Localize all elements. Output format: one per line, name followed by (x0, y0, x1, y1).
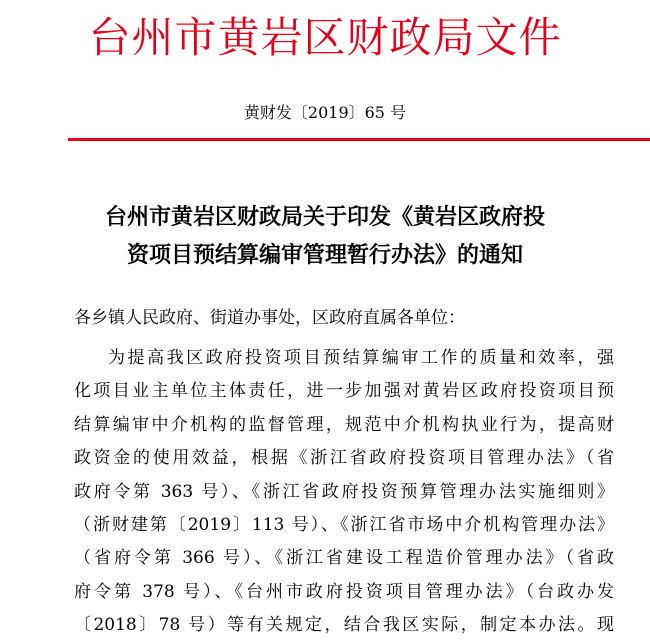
body-line: 府令第 378 号）、《台州市政府投资项目管理办法》（台政办发 (74, 581, 614, 602)
body-paragraph (74, 342, 614, 643)
document-number: 黄财发〔2019〕65 号 (243, 103, 407, 122)
body-line: 结算编审中介机构的监督管理，规范中介机构执业行为，提高财 (74, 414, 614, 435)
document-title (40, 199, 610, 275)
title-line: 资项目预结算编审管理暂行办法》的通知 (126, 243, 523, 268)
issuer-header: 台州市黄岩区财政局文件 (88, 13, 562, 62)
body-line: （浙财建第〔2019〕113 号）、《浙江省市场中介机构管理办法》 (74, 514, 614, 535)
body-line: 为提高我区政府投资项目预结算编审工作的质量和效率，强 (108, 348, 614, 368)
title-line: 台州市黄岩区财政局关于印发《黄岩区政府投 (104, 205, 545, 230)
body-line: （省府令第 366 号）、《浙江省建设工程造价管理办法》（省政 (74, 548, 614, 569)
salutation: 各乡镇人民政府、街道办事处，区政府直属各单位： (74, 308, 465, 328)
body-line: 政府令第 363 号）、《浙江省政府投资预算管理办法实施细则》 (74, 481, 614, 502)
red-divider-line (68, 138, 650, 141)
body-line: 化项目业主单位主体责任，进一步加强对黄岩区政府投资项目预 (74, 381, 614, 402)
body-line: 政资金的使用效益，根据《浙江省政府投资项目管理办法》（省 (74, 448, 614, 469)
body-line: 〔2018〕78 号）等有关规定，结合我区实际，制定本办法。现 (74, 615, 614, 636)
